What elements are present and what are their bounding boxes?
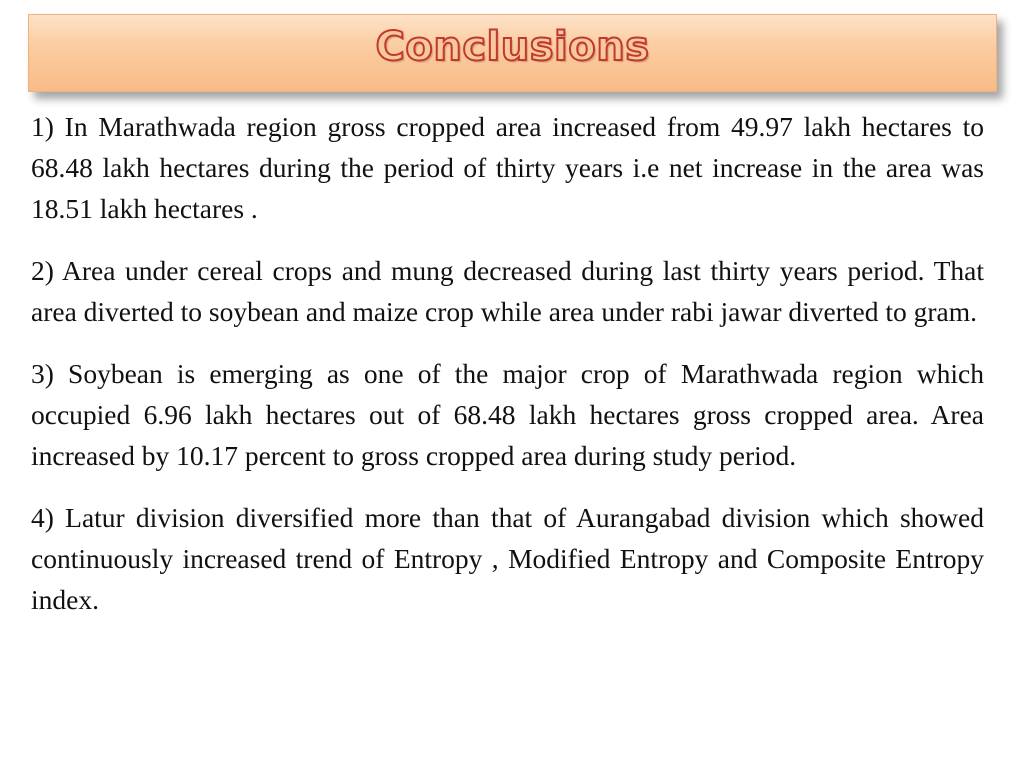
slide-title: Conclusions: [375, 24, 650, 70]
conclusions-list: [31, 106, 984, 641]
conclusion-point-1: 1) In Marathwada region gross cropped area increased from 49.97 lakh hectares to 68.48 lakh hectares during the period of thirty years i.e net increase in the area was 18.51 lakh hectares .: [31, 111, 984, 224]
conclusion-point-4: 4) Latur division diversified more than that of Aurangabad division which showed continuously increased trend of Entropy , Modified Entropy and Composite Entropy index.: [31, 502, 984, 615]
conclusion-point-2: 2) Area under cereal crops and mung decreased during last thirty years period. That area diverted to soybean and maize crop while area under rabi jawar diverted to gram.: [31, 255, 984, 327]
title-banner: [28, 14, 997, 92]
conclusion-point-3: 3) Soybean is emerging as one of the major crop of Marathwada region which occupied 6.96 lakh hectares out of 68.48 lakh hectares gross cropped area. Area increased by 10.17 percent to gross cropped area during study period.: [31, 358, 984, 471]
